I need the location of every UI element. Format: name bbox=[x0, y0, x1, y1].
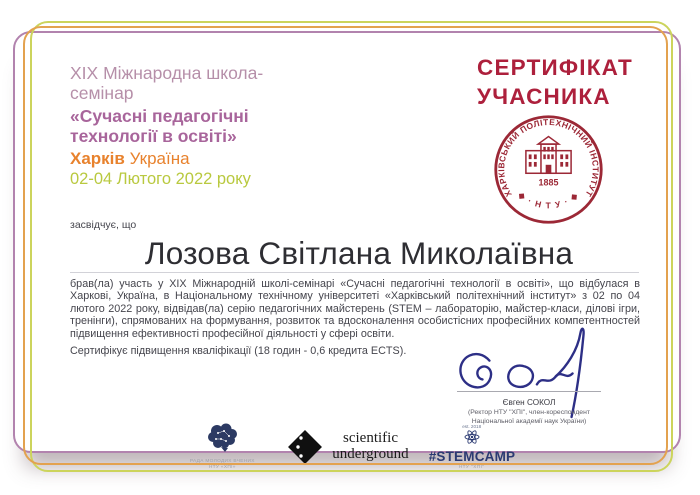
brain-icon bbox=[205, 422, 239, 452]
certificate-heading-line1: СЕРТИФІКАТ bbox=[477, 55, 633, 80]
signature-block bbox=[443, 325, 615, 429]
certificate-card bbox=[13, 31, 681, 470]
event-title-line1: «Сучасні педагогічні bbox=[70, 106, 249, 126]
event-location bbox=[70, 149, 263, 169]
young-scientists-caption-line2: НТУ «ХПІ» bbox=[208, 465, 236, 470]
stemcamp-wordmark: #STEMCAMP bbox=[428, 448, 516, 464]
black-diamond-icon bbox=[285, 427, 325, 467]
event-country: Україна bbox=[129, 149, 190, 168]
su-wordmark-line1: scientific bbox=[343, 430, 398, 446]
young-scientists-council-logo bbox=[179, 422, 265, 471]
su-wordmark-line2: underground bbox=[332, 445, 409, 462]
atom-icon bbox=[464, 430, 480, 444]
partner-logos-row bbox=[15, 422, 679, 471]
stemcamp-caption: НТУ "ХПІ" bbox=[458, 463, 485, 469]
event-title-line2: технології в освіті» bbox=[70, 126, 237, 146]
event-series-line2: семінар bbox=[70, 83, 134, 103]
signature-line bbox=[457, 391, 601, 392]
name-underline bbox=[70, 272, 639, 273]
svg-text:◆ · Н Т У · ◆ bbox=[516, 189, 581, 210]
scientific-underground-logo bbox=[285, 427, 408, 467]
seal-ring-text: ХАРКІВСЬКИЙ ПОЛІТЕХНІЧНИЙ ІНСТИТУТ bbox=[496, 116, 601, 199]
recipient-name: Лозова Світлана Миколаївна bbox=[144, 235, 574, 271]
young-scientists-caption bbox=[179, 459, 265, 471]
stemcamp-est-text: est. 2018 bbox=[462, 423, 482, 429]
event-series bbox=[70, 63, 263, 103]
event-title bbox=[70, 106, 263, 146]
event-series-line1: XIX Міжнародна школа- bbox=[70, 63, 264, 83]
event-city: Харків bbox=[70, 149, 125, 168]
certificate-heading bbox=[477, 53, 633, 111]
young-scientists-caption-line1: РАДА МОЛОДИХ ВЧЕНИХ bbox=[189, 459, 255, 464]
event-dates: 02-04 Лютого 2022 року bbox=[70, 170, 251, 188]
signatory-title-line1: (Ректор НТУ "ХПІ", член-кореспондент bbox=[468, 409, 590, 416]
qualification-text: Сертифікує підвищення кваліфікації (18 годин - 0,6 кредита ECTS). bbox=[70, 345, 407, 357]
attest-label: засвідчує, що bbox=[70, 219, 137, 231]
signatory-title-line2: Національної академії наук України) bbox=[471, 418, 587, 425]
ntu-khpi-seal-icon bbox=[492, 113, 605, 226]
event-header bbox=[70, 63, 263, 189]
certificate-body-text: брав(ла) участь у XIX Міжнародній школі-семінарі «Сучасні педагогічні технології в освіті», що відбулася в Харкові, Україна, в Національному технічному університеті «Харківський політехнічний інститут» з 02 по 04 лютого 2022 року, відвідав(ла) серію педагогічних майстерень (STEM – лабораторію, майстер-класи, ділові ігри, тренінги), спрямованих на формування, розвиток та вдосконалення особистісних професійних компетентностей підвищення ефективності професійної діяльності у сфері освіти. bbox=[70, 278, 640, 340]
seal-bottom-text: ◆ · Н Т У · ◆ bbox=[516, 189, 581, 211]
signatory-name: Євген СОКОЛ bbox=[502, 398, 556, 407]
seal-year: 1885 bbox=[538, 177, 559, 188]
scientific-underground-wordmark bbox=[332, 431, 408, 462]
stemcamp-logo bbox=[429, 424, 515, 470]
certificate-heading-line2: УЧАСНИКА bbox=[477, 84, 611, 109]
